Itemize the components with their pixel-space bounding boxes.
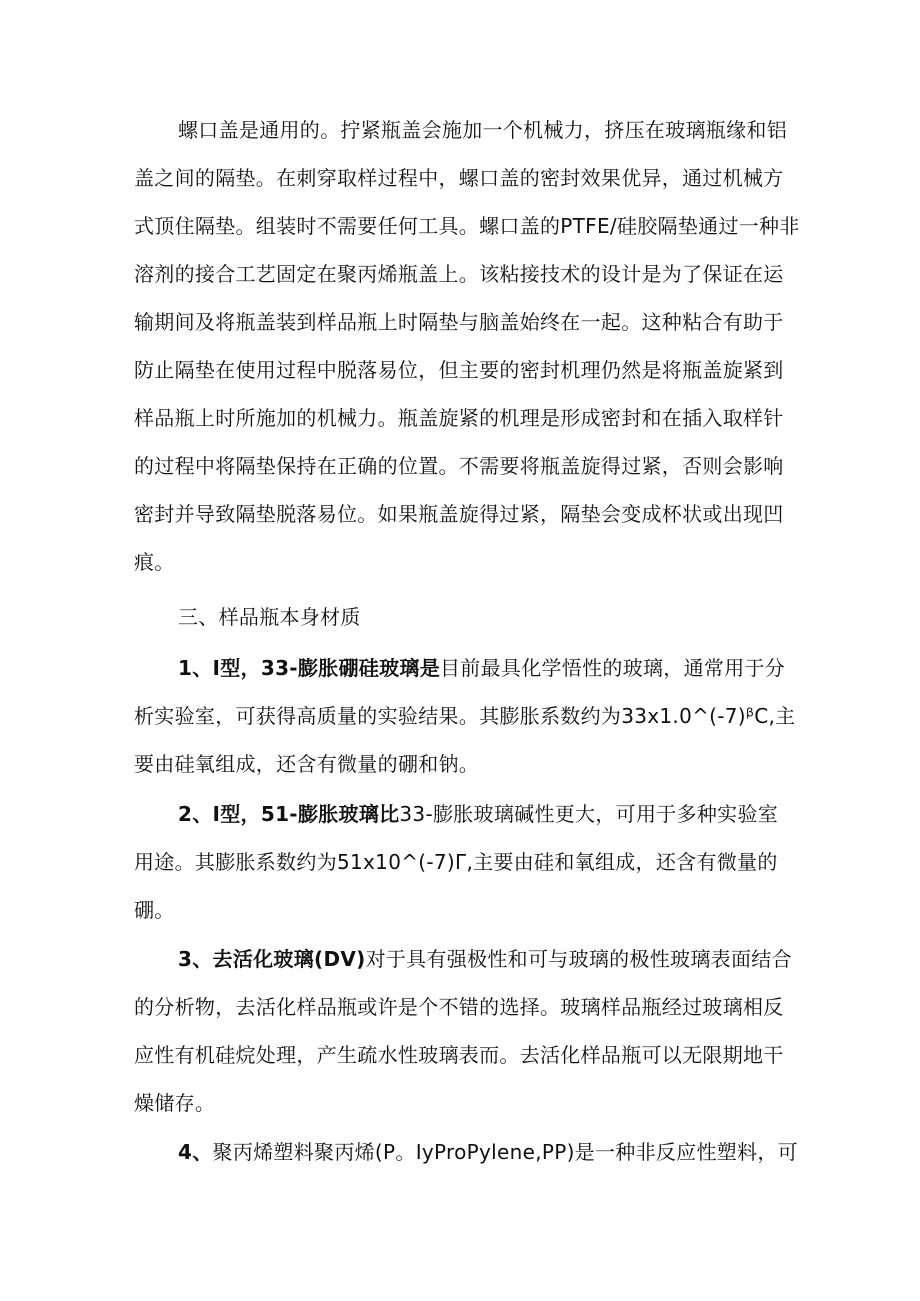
- p1-line-2: 盖之间的隔垫。在刺穿取样过程中，螺口盖的密封效果优异，通过机械方: [134, 166, 784, 190]
- p1-line-10: 痕。: [134, 550, 175, 574]
- p1-line-1: 螺口盖是通用的。拧紧瓶盖会施加一个机械力，挤压在玻璃瓶缘和铝: [178, 118, 787, 142]
- item2-line-3: 硼。: [134, 898, 175, 922]
- item3-line-1: [178, 947, 792, 971]
- item3-lead: 3、去活化玻璃(DV): [178, 947, 366, 971]
- item2-lead: 2、I型，51-膨胀玻璃比: [178, 802, 400, 826]
- item4-line-1: [178, 1140, 798, 1164]
- item3-line-4: 燥储存。: [134, 1091, 216, 1115]
- item2-line-1: [178, 802, 778, 826]
- item3-line1-rest: 对于具有强极性和可与玻璃的极性玻璃表面结合: [365, 947, 792, 971]
- p1-line-4: 溶剂的接合工艺固定在聚丙烯瓶盖上。该粘接技术的设计是为了保证在运: [134, 262, 784, 286]
- item3-line-2: 的分析物，去活化样品瓶或许是个不错的选择。玻璃样品瓶经过玻璃相反: [134, 995, 784, 1019]
- p1-line-8: 的过程中将隔垫保持在正确的位置。不需要将瓶盖旋得过紧，否则会影响: [134, 454, 784, 478]
- item1-lead: 1、I型，33-膨胀硼硅玻璃是: [178, 656, 440, 680]
- item1-line-3: 要由硅氧组成，还含有微量的硼和钠。: [134, 752, 480, 776]
- item1-line-1: [178, 656, 785, 680]
- item1-line-2: 析实验室，可获得高质量的实验结果。其膨胀系数约为33x1.0^(-7)ᵝC,主: [134, 704, 796, 728]
- item4-line1-rest: 聚丙烯塑料聚丙烯(P。IyProPylene,PP)是一种非反应性塑料，可: [212, 1140, 798, 1164]
- p1-line-3: 式顶住隔垫。组装时不需要任何工具。螺口盖的PTFE/硅胶隔垫通过一种非: [134, 214, 800, 238]
- item2-line-2: 用途。其膨胀系数约为51x10^(-7)Γ,主要由硅和氧组成，还含有微量的: [134, 850, 778, 874]
- p1-line-9: 密封并导致隔垫脱落易位。如果瓶盖旋得过紧，隔垫会变成杯状或出现凹: [134, 502, 784, 526]
- section-heading: 三、样品瓶本身材质: [178, 605, 361, 629]
- p1-line-5: 输期间及将瓶盖装到样品瓶上时隔垫与脑盖始终在一起。这种粘合有助于: [134, 310, 784, 334]
- item4-lead: 4、: [178, 1140, 213, 1164]
- p1-line-7: 样品瓶上时所施加的机械力。瓶盖旋紧的机理是形成密封和在插入取样针: [134, 406, 784, 430]
- item3-line-3: 应性有机硅烷处理，产生疏水性玻璃表而。去活化样品瓶可以无限期地干: [134, 1043, 784, 1067]
- p1-line-6: 防止隔垫在使用过程中脱落易位，但主要的密封机理仍然是将瓶盖旋紧到: [134, 358, 784, 382]
- item2-line1-rest: 33-膨胀玻璃碱性更大，可用于多种实验室: [399, 802, 779, 826]
- item1-line1-rest: 目前最具化学悟性的玻璃，通常用于分: [440, 656, 786, 680]
